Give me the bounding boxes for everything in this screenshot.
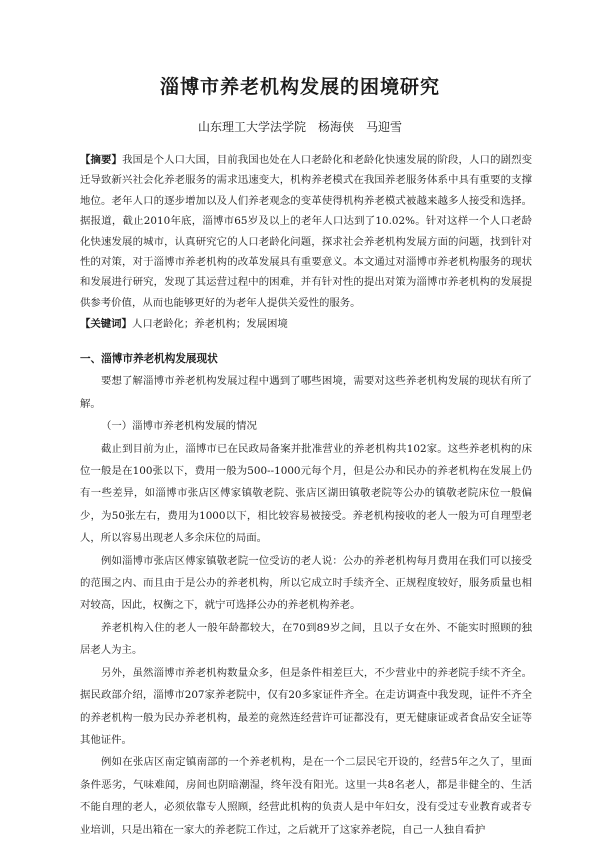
subsection-heading: （一）淄博市养老机构发展的情况 xyxy=(101,420,257,433)
paper-title: 淄博市养老机构发展的困境研究 xyxy=(159,76,440,98)
keywords xyxy=(80,314,532,334)
author-line: 山东理工大学法学院 杨海侠 马迎雪 xyxy=(197,120,402,134)
abstract-label: 【摘要】 xyxy=(80,154,123,166)
abstract-text: 我国是个人口大国，目前我国也处在人口老龄化和老龄化快速发展的阶段，人口的剧烈变迁导致新兴社会化养老服务的需求迅速变大，机构养老模式在我国养老服务体系中具有重要的支撑地位。老年人口的逐步增加以及人们养老观念的变革使得机构养老模式被越来越多人接受和选择。据报道，截止2010年底，淄博市65岁及以上的老年人口达到了10.02%。针对这样一个人口老龄化快速发展的城市，认真研究它的人口老龄化问题，探求社会养老机构发展方面的问题，找到针对性的对策，对于淄博市养老机构的改革发展具有重要意义。本文通过对淄博市养老机构服务的现状和发展进行研究，发现了其运营过程中的困难，并有针对性的提出对策为淄博市养老机构的发展提供参考价值，从而也能够更好的为老年人提供关爱性的服务。 xyxy=(80,154,533,309)
paragraph: 养老机构入住的老人一般年龄都较大，在70到89岁之间，且以子女在外、不能实时照顾的独居老人为主。 xyxy=(80,621,532,657)
paragraph: 例如淄博市张店区傅家镇敬老院一位受访的老人说：公办的养老机构每月费用在我们可以接受的范围之内、而且由于是公办的养老机构，所以它成立时手续齐全、正规程度较好，服务质量也相对较高，因此，权衡之下，就宁可选择公办的养老机构养老。 xyxy=(80,554,532,612)
body-text xyxy=(80,348,532,841)
section-intro: 要想了解淄博市养老机构发展过程中遇到了哪些困境，需要对这些养老机构发展的现状有所了解。 xyxy=(80,375,532,410)
paragraph: 例如在张店区南定镇南部的一个养老机构，是在一个二层民宅开设的，经营5年之久了，里面条件恶劣，气味难闻，房间也阴暗潮湿，终年没有阳光。这里一共8名老人，都是非健全的、生活不能自理的老人，必须依靠专人照顾，经营此机构的负责人是中年妇女，没有受过专业教育或者专业培训，只是出箱在一家大的养老院工作过，之后就开了这家养老院，自己一人独自看护 xyxy=(80,756,532,836)
abstract xyxy=(80,150,532,313)
paragraph: 另外，虽然淄博市养老机构数量众多，但是条件相差巨大，不少营业中的养老院手续不齐全。据民政部介绍，淄博市207家养老院中，仅有20多家证件齐全。在走访调查中我发现，证件不齐全的养老机构一般为民办养老机构，最差的竟然连经营许可证都没有，更无健康证或者食品安全证等其他证件。 xyxy=(80,666,532,746)
keywords-label: 【关键词】 xyxy=(80,318,132,330)
paragraph: 截止到目前为止，淄博市已在民政局备案并批准营业的养老机构共102家。这些养老机构的床位一般是在100张以下，费用一般为500--1000元每个月，但是公办和民办的养老机构在发展上仍有一些差异，如淄博市张店区傅家镇敬老院、张店区湖田镇敬老院等公办的镇敬老院床位一般偏少，为50张左右，费用为1000以下，相比较容易被接受。养老机构接收的老人一般为可自理型老人，所以容易出现老人多余床位的局面。 xyxy=(80,442,532,545)
keywords-text: 人口老龄化；养老机构；发展困境 xyxy=(131,318,288,330)
section-heading: 一、淄博市养老机构发展现状 xyxy=(80,353,218,365)
